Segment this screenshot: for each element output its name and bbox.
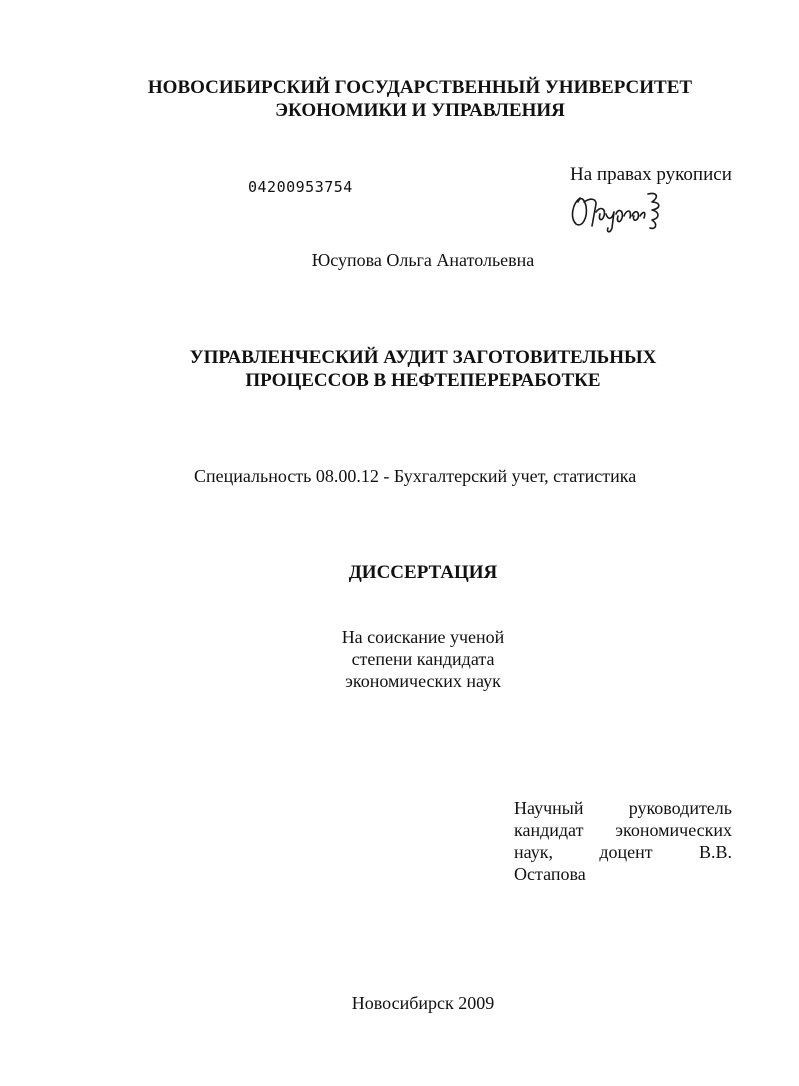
specialty: Специальность 08.00.12 - Бухгалтерский учет, статистика — [194, 466, 637, 486]
supervisor-line2 — [514, 819, 732, 841]
author-name: Юсупова Ольга Анатольевна — [311, 250, 535, 270]
supervisor-word: доцент — [599, 842, 653, 862]
supervisor-line1 — [514, 797, 732, 819]
catalog-code: 04200953754 — [248, 178, 353, 196]
supervisor-word: руководитель — [628, 798, 732, 818]
document-type: ДИССЕРТАЦИЯ — [348, 562, 498, 583]
dissertation-title-line2: ПРОЦЕССОВ В НЕФТЕПЕРЕРАБОТКЕ — [245, 370, 601, 391]
supervisor-line4: Остапова — [514, 864, 586, 884]
scientific-supervisor — [514, 797, 732, 885]
author-signature — [566, 188, 676, 240]
supervisor-word: наук, — [514, 842, 553, 862]
supervisor-line3 — [514, 841, 732, 863]
degree-line2: степени кандидата — [351, 649, 495, 669]
manuscript-rights-note: На правах рукописи — [570, 164, 732, 185]
university-name-line2: ЭКОНОМИКИ И УПРАВЛЕНИЯ — [275, 100, 565, 121]
city-and-year: Новосибирск 2009 — [351, 993, 495, 1013]
supervisor-word: В.В. — [698, 842, 732, 862]
university-name — [40, 76, 799, 122]
degree-line1: На соискание ученой — [341, 627, 505, 647]
university-name-line1: НОВОСИБИРСКИЙ ГОСУДАРСТВЕННЫЙ УНИВЕРСИТЕТ — [147, 77, 693, 98]
supervisor-word: кандидат — [514, 820, 584, 840]
supervisor-word: экономических — [615, 820, 732, 840]
dissertation-title — [0, 346, 799, 392]
degree-line3: экономических наук — [345, 671, 501, 691]
degree-statement — [0, 626, 799, 692]
dissertation-title-line1: УПРАВЛЕНЧЕСКИЙ АУДИТ ЗАГОТОВИТЕЛЬНЫХ — [189, 347, 657, 368]
supervisor-word: Научный — [514, 798, 584, 818]
